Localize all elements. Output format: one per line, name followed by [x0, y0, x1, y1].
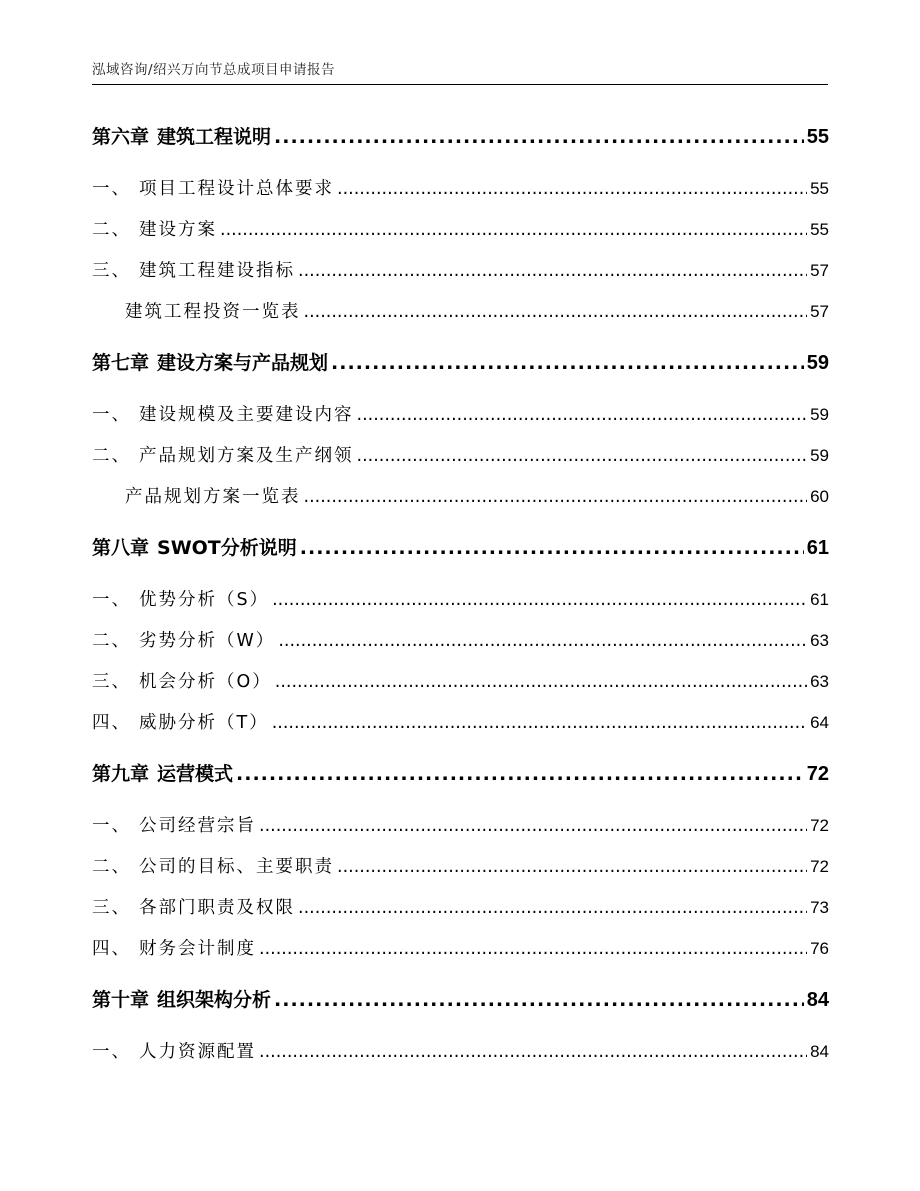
toc-page-number: 72: [810, 857, 829, 876]
toc-dot-leader: [236, 763, 804, 785]
toc-section-number: 三、: [92, 261, 131, 281]
toc-chapter-title: 运营模式: [157, 763, 234, 785]
toc-section-8-3[interactable]: [92, 668, 829, 696]
toc-chapter-6[interactable]: [92, 122, 829, 150]
toc-page-number: 61: [810, 590, 829, 609]
toc-page-number: 63: [810, 672, 829, 691]
toc-chapter-number: 第八章: [92, 537, 150, 559]
toc-dot-leader: [259, 816, 807, 836]
toc-dot-leader: [278, 631, 807, 651]
toc-section-6-3[interactable]: [92, 257, 829, 285]
toc-section-number: 二、: [92, 446, 131, 466]
toc-chapter-title: 建筑工程说明: [157, 126, 272, 148]
toc-dot-leader: [274, 989, 804, 1011]
toc-page-number: 57: [810, 302, 829, 321]
toc-chapter-title: SWOT分析说明: [157, 537, 297, 559]
toc-dot-leader: [274, 126, 804, 148]
toc-section-7-2[interactable]: [92, 442, 829, 470]
toc-section-8-2[interactable]: [92, 627, 829, 655]
toc-page-number: 57: [810, 261, 829, 280]
toc-section-9-3[interactable]: [92, 894, 829, 922]
toc-section-title: 公司的目标、主要职责: [139, 857, 334, 877]
toc-section-8-1[interactable]: [92, 586, 829, 614]
toc-section-title: 项目工程设计总体要求: [139, 179, 334, 199]
toc-section-title: 建设规模及主要建设内容: [139, 405, 354, 425]
toc-dot-leader: [259, 939, 807, 959]
toc-section-number: 二、: [92, 857, 131, 877]
toc-section-9-2[interactable]: [92, 853, 829, 881]
toc-section-number: 四、: [92, 939, 131, 959]
toc-section-title: 产品规划方案及生产纲领: [139, 446, 354, 466]
toc-section-7-1[interactable]: [92, 401, 829, 429]
toc-dot-leader: [300, 537, 804, 559]
toc-dot-leader: [298, 898, 807, 918]
toc-table-7[interactable]: [125, 483, 829, 511]
toc-page-number: 84: [806, 989, 829, 1011]
toc-dot-leader: [304, 302, 808, 322]
toc-page-number: 55: [810, 220, 829, 239]
toc-section-title: 建设方案: [139, 220, 217, 240]
toc-page-number: 59: [810, 405, 829, 424]
toc-section-number: 一、: [92, 1042, 131, 1062]
toc-dot-leader: [331, 352, 804, 374]
header-divider: [92, 84, 828, 85]
toc-dot-leader: [337, 857, 807, 877]
toc-dot-leader: [259, 1042, 807, 1062]
toc-section-title: 财务会计制度: [139, 939, 256, 959]
toc-chapter-7[interactable]: [92, 348, 829, 376]
toc-section-number: 四、: [92, 713, 131, 733]
toc-page-number: 72: [810, 816, 829, 835]
toc-section-title: 机会分析（O）: [139, 672, 272, 692]
toc-section-number: 二、: [92, 220, 131, 240]
toc-page-number: 84: [810, 1042, 829, 1061]
toc-chapter-number: 第七章: [92, 352, 150, 374]
toc-section-title: 建筑工程建设指标: [139, 261, 295, 281]
toc-dot-leader: [337, 179, 807, 199]
toc-section-title: 各部门职责及权限: [139, 898, 295, 918]
toc-section-number: 三、: [92, 672, 131, 692]
toc-section-8-4[interactable]: [92, 709, 829, 737]
toc-section-title: 公司经营宗旨: [139, 816, 256, 836]
toc-section-number: 一、: [92, 405, 131, 425]
toc-dot-leader: [357, 446, 808, 466]
toc-section-6-1[interactable]: [92, 175, 829, 203]
toc-dot-leader: [220, 220, 807, 240]
toc-page-number: 76: [810, 939, 829, 958]
toc-section-title: 劣势分析（W）: [139, 631, 276, 651]
toc-page-number: 63: [810, 631, 829, 650]
toc-section-10-1[interactable]: [92, 1038, 829, 1066]
toc-chapter-10[interactable]: [92, 985, 829, 1013]
toc-table-title: 建筑工程投资一览表: [125, 302, 301, 322]
toc-section-number: 二、: [92, 631, 131, 651]
toc-page-number: 60: [810, 487, 829, 506]
toc-page-number: 72: [806, 763, 829, 785]
toc-page-number: 55: [806, 126, 829, 148]
toc-section-number: 一、: [92, 179, 131, 199]
page-header: 泓域咨询/绍兴万向节总成项目申请报告: [92, 62, 336, 78]
toc-chapter-number: 第六章: [92, 126, 150, 148]
toc-section-title: 威胁分析（T）: [139, 713, 269, 733]
toc-section-title: 人力资源配置: [139, 1042, 256, 1062]
toc-page-number: 61: [806, 537, 829, 559]
toc-page-number: 55: [810, 179, 829, 198]
toc-table-title: 产品规划方案一览表: [125, 487, 301, 507]
toc-page-number: 59: [806, 352, 829, 374]
toc-page-number: 64: [810, 713, 829, 732]
toc-page-number: 73: [810, 898, 829, 917]
toc-chapter-9[interactable]: [92, 759, 829, 787]
toc-chapter-number: 第九章: [92, 763, 150, 785]
toc-dot-leader: [298, 261, 807, 281]
toc-chapter-title: 建设方案与产品规划: [157, 352, 329, 374]
toc-dot-leader: [357, 405, 808, 425]
toc-dot-leader: [275, 672, 807, 692]
toc-section-title: 优势分析（S）: [139, 590, 270, 610]
toc-section-number: 一、: [92, 816, 131, 836]
toc-section-9-1[interactable]: [92, 812, 829, 840]
toc-dot-leader: [272, 713, 807, 733]
toc-dot-leader: [304, 487, 808, 507]
toc-dot-leader: [272, 590, 807, 610]
toc-table-6[interactable]: [125, 298, 829, 326]
toc-section-6-2[interactable]: [92, 216, 829, 244]
toc-section-number: 一、: [92, 590, 131, 610]
toc-chapter-number: 第十章: [92, 989, 150, 1011]
toc-chapter-title: 组织架构分析: [157, 989, 272, 1011]
toc-section-9-4[interactable]: [92, 935, 829, 963]
toc-page-number: 59: [810, 446, 829, 465]
toc-section-number: 三、: [92, 898, 131, 918]
toc-chapter-8[interactable]: [92, 533, 829, 561]
